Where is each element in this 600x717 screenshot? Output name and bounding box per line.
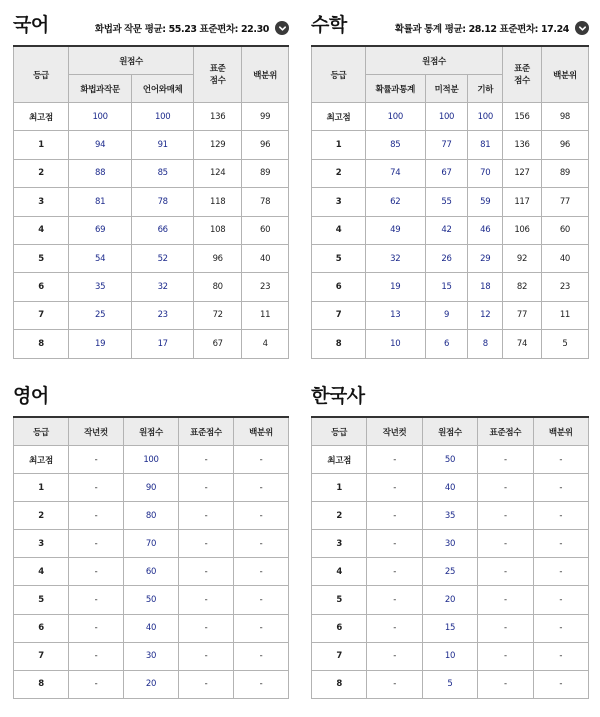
raw-score-cell: 13 [366,301,426,329]
table-row [14,614,289,642]
raw-score-cell: 69 [69,216,132,244]
grade-cell: 7 [312,642,367,670]
raw-score-cell: 81 [69,188,132,216]
standard-score-cell: 77 [503,301,542,329]
raw-score-cell: 94 [69,131,132,159]
percentile-cell: - [234,558,289,586]
grade-cell: 6 [14,273,69,301]
math-toggle-button[interactable] [575,21,589,35]
grade-cell: 2 [312,159,366,187]
raw-score-cell: 35 [69,273,132,301]
math-title-row [311,10,589,45]
standard-score-cell: 108 [194,216,242,244]
korean-toggle-button[interactable] [275,21,289,35]
last-year-cut-cell: - [367,446,422,474]
raw-score-cell: 100 [132,103,194,131]
percentile-cell: - [533,558,588,586]
korean-stats-subject: 화법과 작문 [94,24,142,35]
last-year-cut-cell: - [367,474,422,502]
percentile-cell: 96 [541,131,588,159]
percentile-cell: 40 [242,244,289,272]
korean-table [13,45,289,359]
table-row [14,188,289,216]
percentile-cell: 78 [242,188,289,216]
column-header: 백분위 [234,417,289,446]
percentile-cell: - [234,446,289,474]
table-row [14,273,289,301]
grade-cell: 최고점 [312,446,367,474]
english-table [13,416,289,699]
grade-cell: 4 [14,558,69,586]
column-header: 백분위 [533,417,588,446]
standard-score-cell: - [478,642,533,670]
header-raw-score: 원점수 [69,46,194,75]
table-row [14,642,289,670]
grade-cell: 2 [312,502,367,530]
grade-cell: 1 [312,131,366,159]
table-row [312,131,589,159]
table-row [14,502,289,530]
percentile-cell: 23 [541,273,588,301]
raw-score-cell: 19 [366,273,426,301]
grade-cell: 8 [312,330,366,358]
grade-cell: 최고점 [14,446,69,474]
raw-score-cell: 85 [366,131,426,159]
grade-cell: 최고점 [312,103,366,131]
standard-score-cell: 136 [503,131,542,159]
raw-score-cell: 81 [468,131,503,159]
percentile-cell: - [533,530,588,558]
percentile-cell: 77 [541,188,588,216]
header-raw-sub: 확률과통계 [366,75,426,103]
standard-score-cell: 92 [503,244,542,272]
raw-score-cell: 32 [132,273,194,301]
percentile-cell: - [533,586,588,614]
grade-cell: 6 [14,614,69,642]
math-panel [311,10,589,359]
raw-score-cell: 62 [366,188,426,216]
grade-cell: 6 [312,614,367,642]
standard-score-cell: - [478,670,533,698]
korean-panel [13,10,289,359]
korean-stats [95,21,289,35]
percentile-cell: - [533,474,588,502]
table-row [312,188,589,216]
raw-score-cell: 85 [132,159,194,187]
raw-score-cell: 88 [69,159,132,187]
column-header: 원점수 [422,417,477,446]
standard-score-cell: - [179,586,234,614]
table-row [14,586,289,614]
raw-score-cell: 100 [468,103,503,131]
last-year-cut-cell: - [69,558,124,586]
last-year-cut-cell: - [367,670,422,698]
grade-cell: 5 [14,586,69,614]
last-year-cut-cell: - [69,614,124,642]
table-row [312,558,589,586]
table-row [14,103,289,131]
korean-title-row [13,10,289,45]
raw-score-cell: 49 [366,216,426,244]
last-year-cut-cell: - [69,446,124,474]
header-standard-score: 표준 점수 [503,46,542,103]
standard-score-cell: - [478,558,533,586]
percentile-cell: - [234,474,289,502]
standard-score-cell: 117 [503,188,542,216]
standard-score-cell: - [478,614,533,642]
header-raw-sub: 미적분 [425,75,468,103]
grade-cell: 8 [14,670,69,698]
table-row [14,558,289,586]
raw-score-cell: 23 [132,301,194,329]
grade-cell: 5 [312,244,366,272]
grade-cell: 2 [14,159,69,187]
column-header: 작년컷 [367,417,422,446]
last-year-cut-cell: - [69,670,124,698]
raw-score-cell: 19 [69,330,132,358]
percentile-cell: - [234,614,289,642]
raw-score-cell: 40 [124,614,179,642]
raw-score-cell: 91 [132,131,194,159]
raw-score-cell: 100 [366,103,426,131]
standard-score-cell: - [179,614,234,642]
grade-cell: 1 [14,474,69,502]
percentile-cell: 99 [242,103,289,131]
table-row [312,273,589,301]
grade-cell: 5 [312,586,367,614]
chevron-down-icon [578,24,587,33]
standard-score-cell: - [179,558,234,586]
standard-score-cell: - [478,502,533,530]
raw-score-cell: 55 [425,188,468,216]
percentile-cell: 98 [541,103,588,131]
header-raw-sub: 화법과작문 [69,75,132,103]
header-raw-sub: 언어와매체 [132,75,194,103]
percentile-cell: - [234,530,289,558]
math-stats-text: 평균: 28.12 표준편차: 17.24 [444,24,569,35]
raw-score-cell: 15 [425,273,468,301]
raw-score-cell: 12 [468,301,503,329]
raw-score-cell: 10 [366,330,426,358]
grade-cell: 1 [14,131,69,159]
last-year-cut-cell: - [69,474,124,502]
table-row [312,474,589,502]
raw-score-cell: 67 [425,159,468,187]
last-year-cut-cell: - [69,530,124,558]
standard-score-cell: 136 [194,103,242,131]
standard-score-cell: 129 [194,131,242,159]
raw-score-cell: 30 [422,530,477,558]
table-row [312,244,589,272]
table-row [14,159,289,187]
raw-score-cell: 66 [132,216,194,244]
raw-score-cell: 8 [468,330,503,358]
raw-score-cell: 9 [425,301,468,329]
header-standard-score: 표준 점수 [194,46,242,103]
raw-score-cell: 25 [422,558,477,586]
chevron-down-icon [278,24,287,33]
raw-score-cell: 100 [69,103,132,131]
percentile-cell: 60 [541,216,588,244]
table-row [14,474,289,502]
grade-cell: 7 [312,301,366,329]
column-header: 표준점수 [478,417,533,446]
history-title: 한국사 [311,385,365,407]
raw-score-cell: 54 [69,244,132,272]
column-header: 원점수 [124,417,179,446]
raw-score-cell: 52 [132,244,194,272]
raw-score-cell: 50 [422,446,477,474]
header-percentile: 백분위 [541,46,588,103]
standard-score-cell: 80 [194,273,242,301]
standard-score-cell: - [478,446,533,474]
grade-cell: 7 [14,301,69,329]
grade-cell: 8 [312,670,367,698]
standard-score-cell: - [478,530,533,558]
raw-score-cell: 80 [124,502,179,530]
last-year-cut-cell: - [367,502,422,530]
grade-cell: 3 [14,188,69,216]
history-panel [311,381,589,699]
header-grade: 등급 [14,46,69,103]
math-table [311,45,589,359]
raw-score-cell: 70 [124,530,179,558]
standard-score-cell: - [179,446,234,474]
raw-score-cell: 20 [422,586,477,614]
percentile-cell: - [533,642,588,670]
raw-score-cell: 6 [425,330,468,358]
percentile-cell: - [533,502,588,530]
standard-score-cell: - [179,474,234,502]
grade-cell: 4 [312,558,367,586]
raw-score-cell: 100 [425,103,468,131]
raw-score-cell: 74 [366,159,426,187]
table-row [312,642,589,670]
history-table [311,416,589,699]
percentile-cell: 4 [242,330,289,358]
percentile-cell: 89 [541,159,588,187]
table-row [312,159,589,187]
raw-score-cell: 77 [425,131,468,159]
header-percentile: 백분위 [242,46,289,103]
table-row [312,301,589,329]
percentile-cell: 60 [242,216,289,244]
grade-cell: 7 [14,642,69,670]
percentile-cell: 40 [541,244,588,272]
last-year-cut-cell: - [69,502,124,530]
grade-cell: 1 [312,474,367,502]
grade-cell: 3 [312,188,366,216]
percentile-cell: 96 [242,131,289,159]
raw-score-cell: 30 [124,642,179,670]
raw-score-cell: 100 [124,446,179,474]
column-header: 작년컷 [69,417,124,446]
percentile-cell: - [533,670,588,698]
last-year-cut-cell: - [367,558,422,586]
table-row [14,330,289,358]
raw-score-cell: 17 [132,330,194,358]
percentile-cell: - [234,502,289,530]
table-row [14,670,289,698]
raw-score-cell: 35 [422,502,477,530]
grade-cell: 4 [312,216,366,244]
standard-score-cell: 124 [194,159,242,187]
math-stats [395,21,589,35]
table-row [14,216,289,244]
raw-score-cell: 90 [124,474,179,502]
header-grade: 등급 [312,46,366,103]
percentile-cell: 11 [541,301,588,329]
raw-score-cell: 26 [425,244,468,272]
grade-cell: 3 [14,530,69,558]
standard-score-cell: - [478,586,533,614]
standard-score-cell: 127 [503,159,542,187]
standard-score-cell: - [478,474,533,502]
table-row [14,446,289,474]
math-title: 수학 [311,14,347,36]
raw-score-cell: 42 [425,216,468,244]
standard-score-cell: 82 [503,273,542,301]
raw-score-cell: 40 [422,474,477,502]
standard-score-cell: 67 [194,330,242,358]
raw-score-cell: 70 [468,159,503,187]
raw-score-cell: 18 [468,273,503,301]
percentile-cell: - [234,586,289,614]
standard-score-cell: 106 [503,216,542,244]
header-raw-sub: 기하 [468,75,503,103]
column-header: 표준점수 [179,417,234,446]
math-stats-subject: 확률과 통계 [394,24,442,35]
table-row [312,330,589,358]
last-year-cut-cell: - [69,642,124,670]
last-year-cut-cell: - [367,530,422,558]
last-year-cut-cell: - [367,642,422,670]
history-title-row [311,381,589,416]
standard-score-cell: - [179,502,234,530]
table-row [14,530,289,558]
percentile-cell: - [533,446,588,474]
last-year-cut-cell: - [69,586,124,614]
table-row [312,216,589,244]
standard-score-cell: 156 [503,103,542,131]
raw-score-cell: 25 [69,301,132,329]
grade-cell: 8 [14,330,69,358]
english-title: 영어 [13,385,49,407]
raw-score-cell: 20 [124,670,179,698]
percentile-cell: 11 [242,301,289,329]
grade-cell: 3 [312,530,367,558]
last-year-cut-cell: - [367,614,422,642]
percentile-cell: - [234,670,289,698]
grade-cell: 최고점 [14,103,69,131]
standard-score-cell: 74 [503,330,542,358]
raw-score-cell: 5 [422,670,477,698]
table-row [312,530,589,558]
korean-title: 국어 [13,14,49,36]
raw-score-cell: 50 [124,586,179,614]
standard-score-cell: 118 [194,188,242,216]
raw-score-cell: 46 [468,216,503,244]
column-header: 등급 [312,417,367,446]
raw-score-cell: 15 [422,614,477,642]
grade-cell: 4 [14,216,69,244]
grade-cell: 5 [14,244,69,272]
percentile-cell: - [533,614,588,642]
column-header: 등급 [14,417,69,446]
table-row [14,244,289,272]
standard-score-cell: 96 [194,244,242,272]
last-year-cut-cell: - [367,586,422,614]
standard-score-cell: 72 [194,301,242,329]
grade-cell: 6 [312,273,366,301]
raw-score-cell: 32 [366,244,426,272]
header-raw-score: 원점수 [366,46,503,75]
percentile-cell: 89 [242,159,289,187]
raw-score-cell: 59 [468,188,503,216]
table-row [312,586,589,614]
table-row [312,103,589,131]
percentile-cell: 5 [541,330,588,358]
table-row [312,446,589,474]
raw-score-cell: 78 [132,188,194,216]
grade-cell: 2 [14,502,69,530]
korean-stats-text: 평균: 55.23 표준편차: 22.30 [144,24,269,35]
table-row [312,614,589,642]
english-title-row [13,381,289,416]
raw-score-cell: 29 [468,244,503,272]
table-row [312,670,589,698]
raw-score-cell: 10 [422,642,477,670]
table-row [14,301,289,329]
standard-score-cell: - [179,642,234,670]
raw-score-cell: 60 [124,558,179,586]
standard-score-cell: - [179,670,234,698]
table-row [14,131,289,159]
percentile-cell: 23 [242,273,289,301]
table-row [312,502,589,530]
standard-score-cell: - [179,530,234,558]
percentile-cell: - [234,642,289,670]
english-panel [13,381,289,699]
